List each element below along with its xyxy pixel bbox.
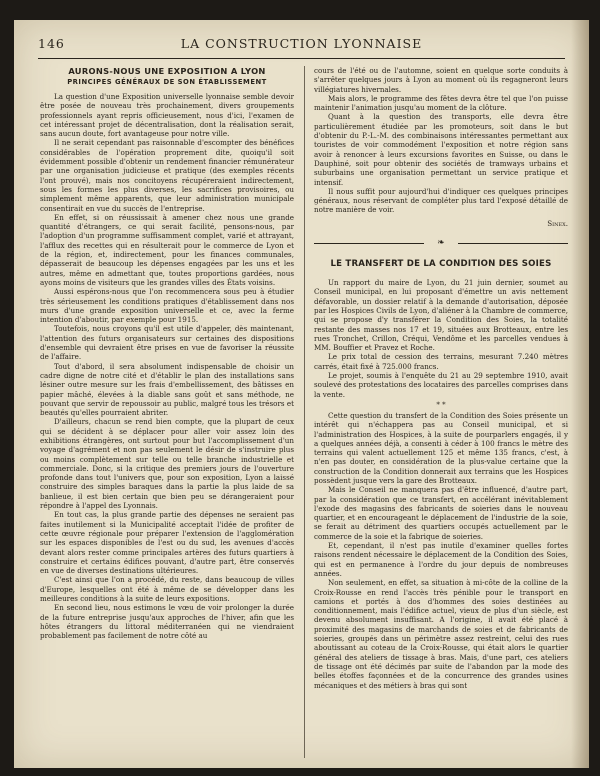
paragraph: En tout cas, la plus grande partie des dépenses ne seraient pas faites inutilement si la Municipalité acceptait l'idée de profiter de cette œuvre régionale pour préparer l'extension de l'agglomération sur les espaces disponibles de l'est ou du sud, les avenues d'accès devant alors rester comme principales artères des futurs quartiers à construire et certains édifices pouvant, d'autre part, être conservés en vue de diverses destinations ultérieures. (40, 510, 294, 576)
column-divider (304, 66, 305, 758)
asterism: * * (436, 400, 446, 409)
paragraph: Il nous suffit pour aujourd'hui d'indiquer ces quelques principes généraux, nous réservant de compléter plus tard l'exposé détaillé de notre manière de voir. (314, 186, 568, 215)
paragraph: En second lieu, nous estimons le vœu de voir prolonger la durée de la future entreprise jusqu'aux approches de l'hiver, afin que les hôtes étrangers du littoral méditerranéen qui ne viendraient probablement pas facilement de notre côté au (40, 603, 294, 641)
paragraph: Cette question du transfert de la Condition des Soies présente un intérêt qui n'échappera pas au Conseil municipal, et si l'administration des Hospices, à la suite de pourparlers engagés, il y a quelques années déjà, a consenti à céder à 100 francs le mètre des terrains qui valent actuellement 125 et même 135 francs, c'est, à n'en pas douter, en considération de la plus-value certaine que la construction de la Condition donnerait aux terrains que les Hospices possèdent jusque vers la gare des Brotteaux. (314, 410, 568, 485)
signature-text: Sinex. (547, 218, 568, 228)
paragraph: Il ne serait cependant pas raisonnable d'escompter des bénéfices considérables de l'opération proprement dite, quoiqu'il soit évidemment possible d'obtenir un rendement financier rémunérateur par une organisation judicieuse et pratique (des exemples récents l'ont prouvé), mais nos concitoyens récupéreraient indirectement, sous les formes les plus diverses, les sacrifices provisoires, ou simplement même apparents, que leur administration municipale consentirait en vue du succès de l'entreprise. (40, 138, 294, 213)
paragraph: La question d'une Exposition universelle lyonnaise semble devoir être posée de nouveau très prochainement, divers groupements professionnels ayant repris officieusement, nous d'ici, l'examen de cet intéressant projet de décentralisation, dont la réalisation serait, sans aucun doute, fort avantageuse pour notre ville. (40, 92, 294, 139)
paragraph: Mais alors, le programme des fêtes devra être tel que l'on puisse maintenir l'animation jusqu'au moment de la clôture. (314, 93, 568, 113)
article-subtitle: PRINCIPES GÉNÉRAUX DE SON ÉTABLISSEMENT (67, 78, 267, 86)
paragraph: C'est ainsi que l'on a procédé, du reste, dans beaucoup de villes d'Europe, lesquelles ont été à même de se développer dans les meilleures conditions à la suite de leurs expositions. (40, 575, 294, 604)
paragraph: Mais le Conseil ne manquera pas d'être influencé, d'autre part, par la considération que ce transfert, en accélérant inévitablement l'exode des magasins des fabricants de soieries dans le nouveau quartier, et en encourageant le déplacement de l'industrie de la soie, se ferait au détriment des quartiers occupés actuellement par le commerce de la soie et la fabrique de soieries. (314, 485, 568, 541)
paragraph: Le prix total de cession des terrains, mesurant 7.240 mètres carrés, était fixé à 725.000 francs. (314, 352, 568, 371)
paragraph: Quant à la question des transports, elle devra être particulièrement étudiée par les promoteurs, soit dans le but d'obtenir du P.-L.-M. des combinaisons intéressantes permettant aux touristes de voir commodément l'exposition et notre région sans avoir à renoncer à leurs excursions favorites en Suisse, ou dans le Dauphiné, soit pour obtenir des sociétés de tramways urbains et suburbains une organisation permettant un service pratique et intensif. (314, 112, 568, 187)
article-separator (314, 234, 568, 254)
binding-gutter (571, 20, 589, 768)
right-column (314, 66, 568, 758)
article-signature (314, 219, 568, 228)
page-number: 146 (38, 36, 65, 51)
paragraph: Et, cependant, il n'est pas inutile d'examiner quelles fortes raisons rendent nécessaire le déplacement de la Condition des Soies, qui est en permanence à l'ordre du jour depuis de nombreuses années. (314, 541, 568, 578)
paragraph: D'ailleurs, chacun se rend bien compte, que la plupart de ceux qui se décident à se déplacer pour aller voir assez loin des exhibitions étrangères, ont surtout pour but l'accomplissement d'un voyage d'agrément et non pas seulement le désir de s'instruire plus ou moins complètement sur telle ou telle branche industrielle et commerciale. Donc, si la critique des premiers jours de l'ouverture profonde dans tout l'univers que, pour son exposition, Lyon a laissé construire des simples baraques dans la partie la plus laide de sa banlieue, il est bien certain que bien peu se dérangeraient pour répondre à l'appel des Lyonnais. (40, 417, 294, 511)
paragraph: Non seulement, en effet, sa situation à mi-côte de la colline de la Croix-Rousse en rend l'accès très pénible pour le transport en camions et portés à dos d'hommes des soies destinées au conditionnement, mais l'édifice actuel, vieux de plus d'un siècle, est devenu absolument insuffisant. A l'origine, il avait été placé à proximité des magasins de marchands de soies et de fabricants de soieries, groupés dans un périmètre assez restreint, celui des rues aboutissant au coteau de la Croix-Rousse, qui était alors le quartier général des ateliers de tissage à bras. Mais, d'une part, ces ateliers de tissage ont été décimés par suite de l'abandon par la mode des belles étoffes façonnées et de la concurrence des grandes usines mécaniques et des métiers à bras qui sont (314, 578, 568, 690)
paragraph: Aussi espérons-nous que l'on recommencera sous peu à étudier très sérieusement les conditions pratiques d'établissement dans nos murs d'une grande exposition universelle et ce, avec la ferme intention d'aboutir, par exemple pour 1915. (40, 287, 294, 325)
journal-title: LA CONSTRUCTION LYONNAISE (180, 36, 423, 51)
paragraph: En effet, si on réussissait à amener chez nous une grande quantité d'étrangers, ce qui serait facilité, pensons-nous, par l'adoption d'un programme suffisamment complet, varié et attrayant, l'afflux des recettes qui en résulterait pour le commerce de Lyon et de la région, et, indirectement, pour les finances communales, dépasserait de beaucoup les dépenses engagées par les uns et les autres, même en admettant que, toutes proportions gardées, nous ayons moins de visiteurs que les grandes villes des États voisins. (40, 212, 294, 287)
journal-page (14, 20, 589, 768)
paragraph: Un rapport du maire de Lyon, du 21 juin dernier, soumet au Conseil municipal, en lui proposant d'émettre un avis nettement défavorable, un dossier relatif à la demande d'autorisation, déposée par les Hospices Civils de Lyon, d'aliéner à la Chambre de commerce, qui se propose d'y transférer la Condition des Soies, la totalité restante des masses nos 17 et 19, situées aux Brotteaux, entre les rues Tronchet, Crillon, Créqui, Vendôme et les parcelles vendues à MM. Bouffier et Pravez et Roche. (314, 278, 568, 353)
left-column (40, 66, 294, 758)
paragraph: cours de l'été ou de l'automne, soient en quelque sorte conduits à s'arrêter quelques jours à Lyon au moment où ils regagneront leurs villégiatures hivernales. (314, 66, 568, 94)
ornament-icon: ❧ (424, 237, 458, 249)
paragraph: Toutefois, nous croyons qu'il est utile d'appeler, dès maintenant, l'attention des futurs organisateurs sur certaines des dispositions d'ensemble qui devraient être prises en vue de favoriser la réussite de l'affaire. (40, 324, 294, 362)
article-title: LE TRANSFERT DE LA CONDITION DES SOIES (330, 259, 552, 270)
paragraph: Tout d'abord, il sera absolument indispensable de choisir un cadre digne de notre cité et d'établir le plan des installations sans lésiner outre mesure sur les frais d'embellissement, des bâtisses en papier mâché, élevées à la diable sans goût et sans méthode, ne pouvant que servir de repoussoir au public, malgré tous les trésors et beautés qu'elles pourraient abriter. (40, 361, 294, 418)
page-header (38, 36, 565, 56)
header-rule (38, 58, 565, 59)
article-title: AURONS-NOUS UNE EXPOSITION A LYON (68, 66, 266, 76)
paragraph: Le projet, soumis à l'enquête du 21 au 29 septembre 1910, avait soulevé des protestations des locataires des parcelles comprises dans la vente. (314, 371, 568, 399)
